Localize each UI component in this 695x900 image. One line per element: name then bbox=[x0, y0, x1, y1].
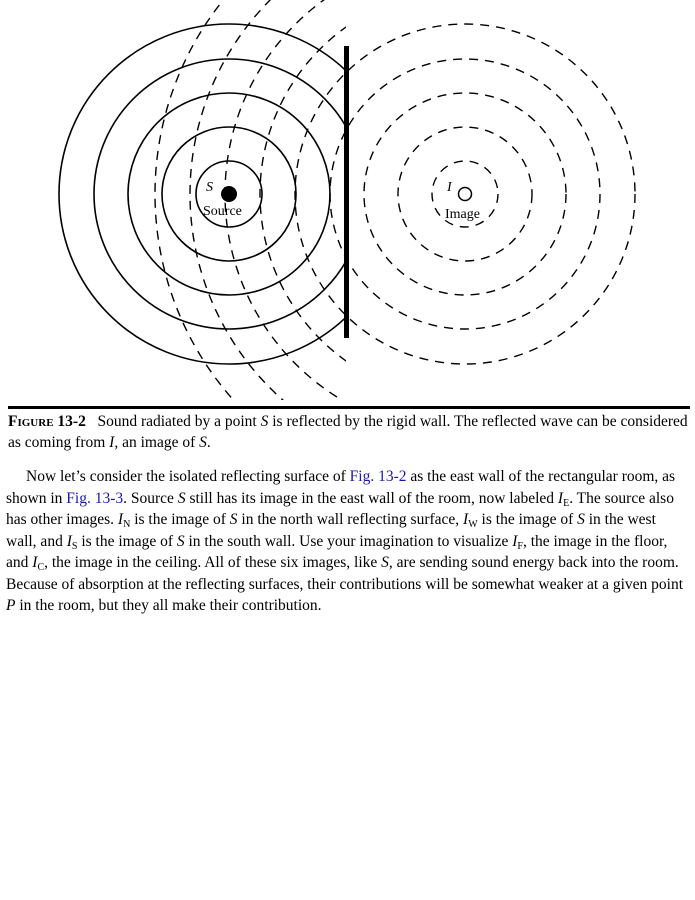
image-label: Image bbox=[445, 207, 480, 222]
caption-label: Figure 13-2 bbox=[8, 413, 86, 430]
source-point bbox=[221, 186, 237, 202]
fig-13-3-link[interactable]: Fig. 13-3 bbox=[66, 489, 124, 507]
wave-reflection-figure bbox=[0, 0, 695, 400]
image-point bbox=[459, 188, 472, 201]
source-symbol: S bbox=[206, 180, 213, 195]
figure-caption: Figure 13-2 Sound radiated by a point S is reflected by the rigid wall. The reflected wave can be considered as coming from I, an image of S. bbox=[8, 413, 688, 451]
caption-rule bbox=[8, 406, 690, 409]
fig-13-2-link[interactable]: Fig. 13-2 bbox=[349, 468, 407, 485]
figure-graphic bbox=[0, 0, 695, 400]
image-symbol: I bbox=[447, 180, 452, 195]
source-label: Source bbox=[203, 204, 242, 219]
body-paragraph: Now let’s consider the isolated reflecting surface of Fig. 13-2 as the east wall of the rectangular room, as shown in Fig. 13-3. Source S still has its image in the east wall of the room, now labeled $I_E$. The source also has other images. $I_N$ is the image of S in the north wall reflecting surface, $I_W$ is the image of S in the west wall, and $I_S$ is the image of S in the south wall. Use your imagination to visualize $I_F$, the image in the floor, and $I_C$, the image in the ceiling. All of these six images, like S, are sending sound energy back into the room. Because of absorption at the reflecting surfaces, their contributions will be somewhat weaker at a given point P in the room, but they all make their contribution. bbox=[6, 468, 684, 614]
rigid-wall bbox=[344, 46, 349, 338]
reflected-wavefronts-left bbox=[155, 0, 695, 400]
